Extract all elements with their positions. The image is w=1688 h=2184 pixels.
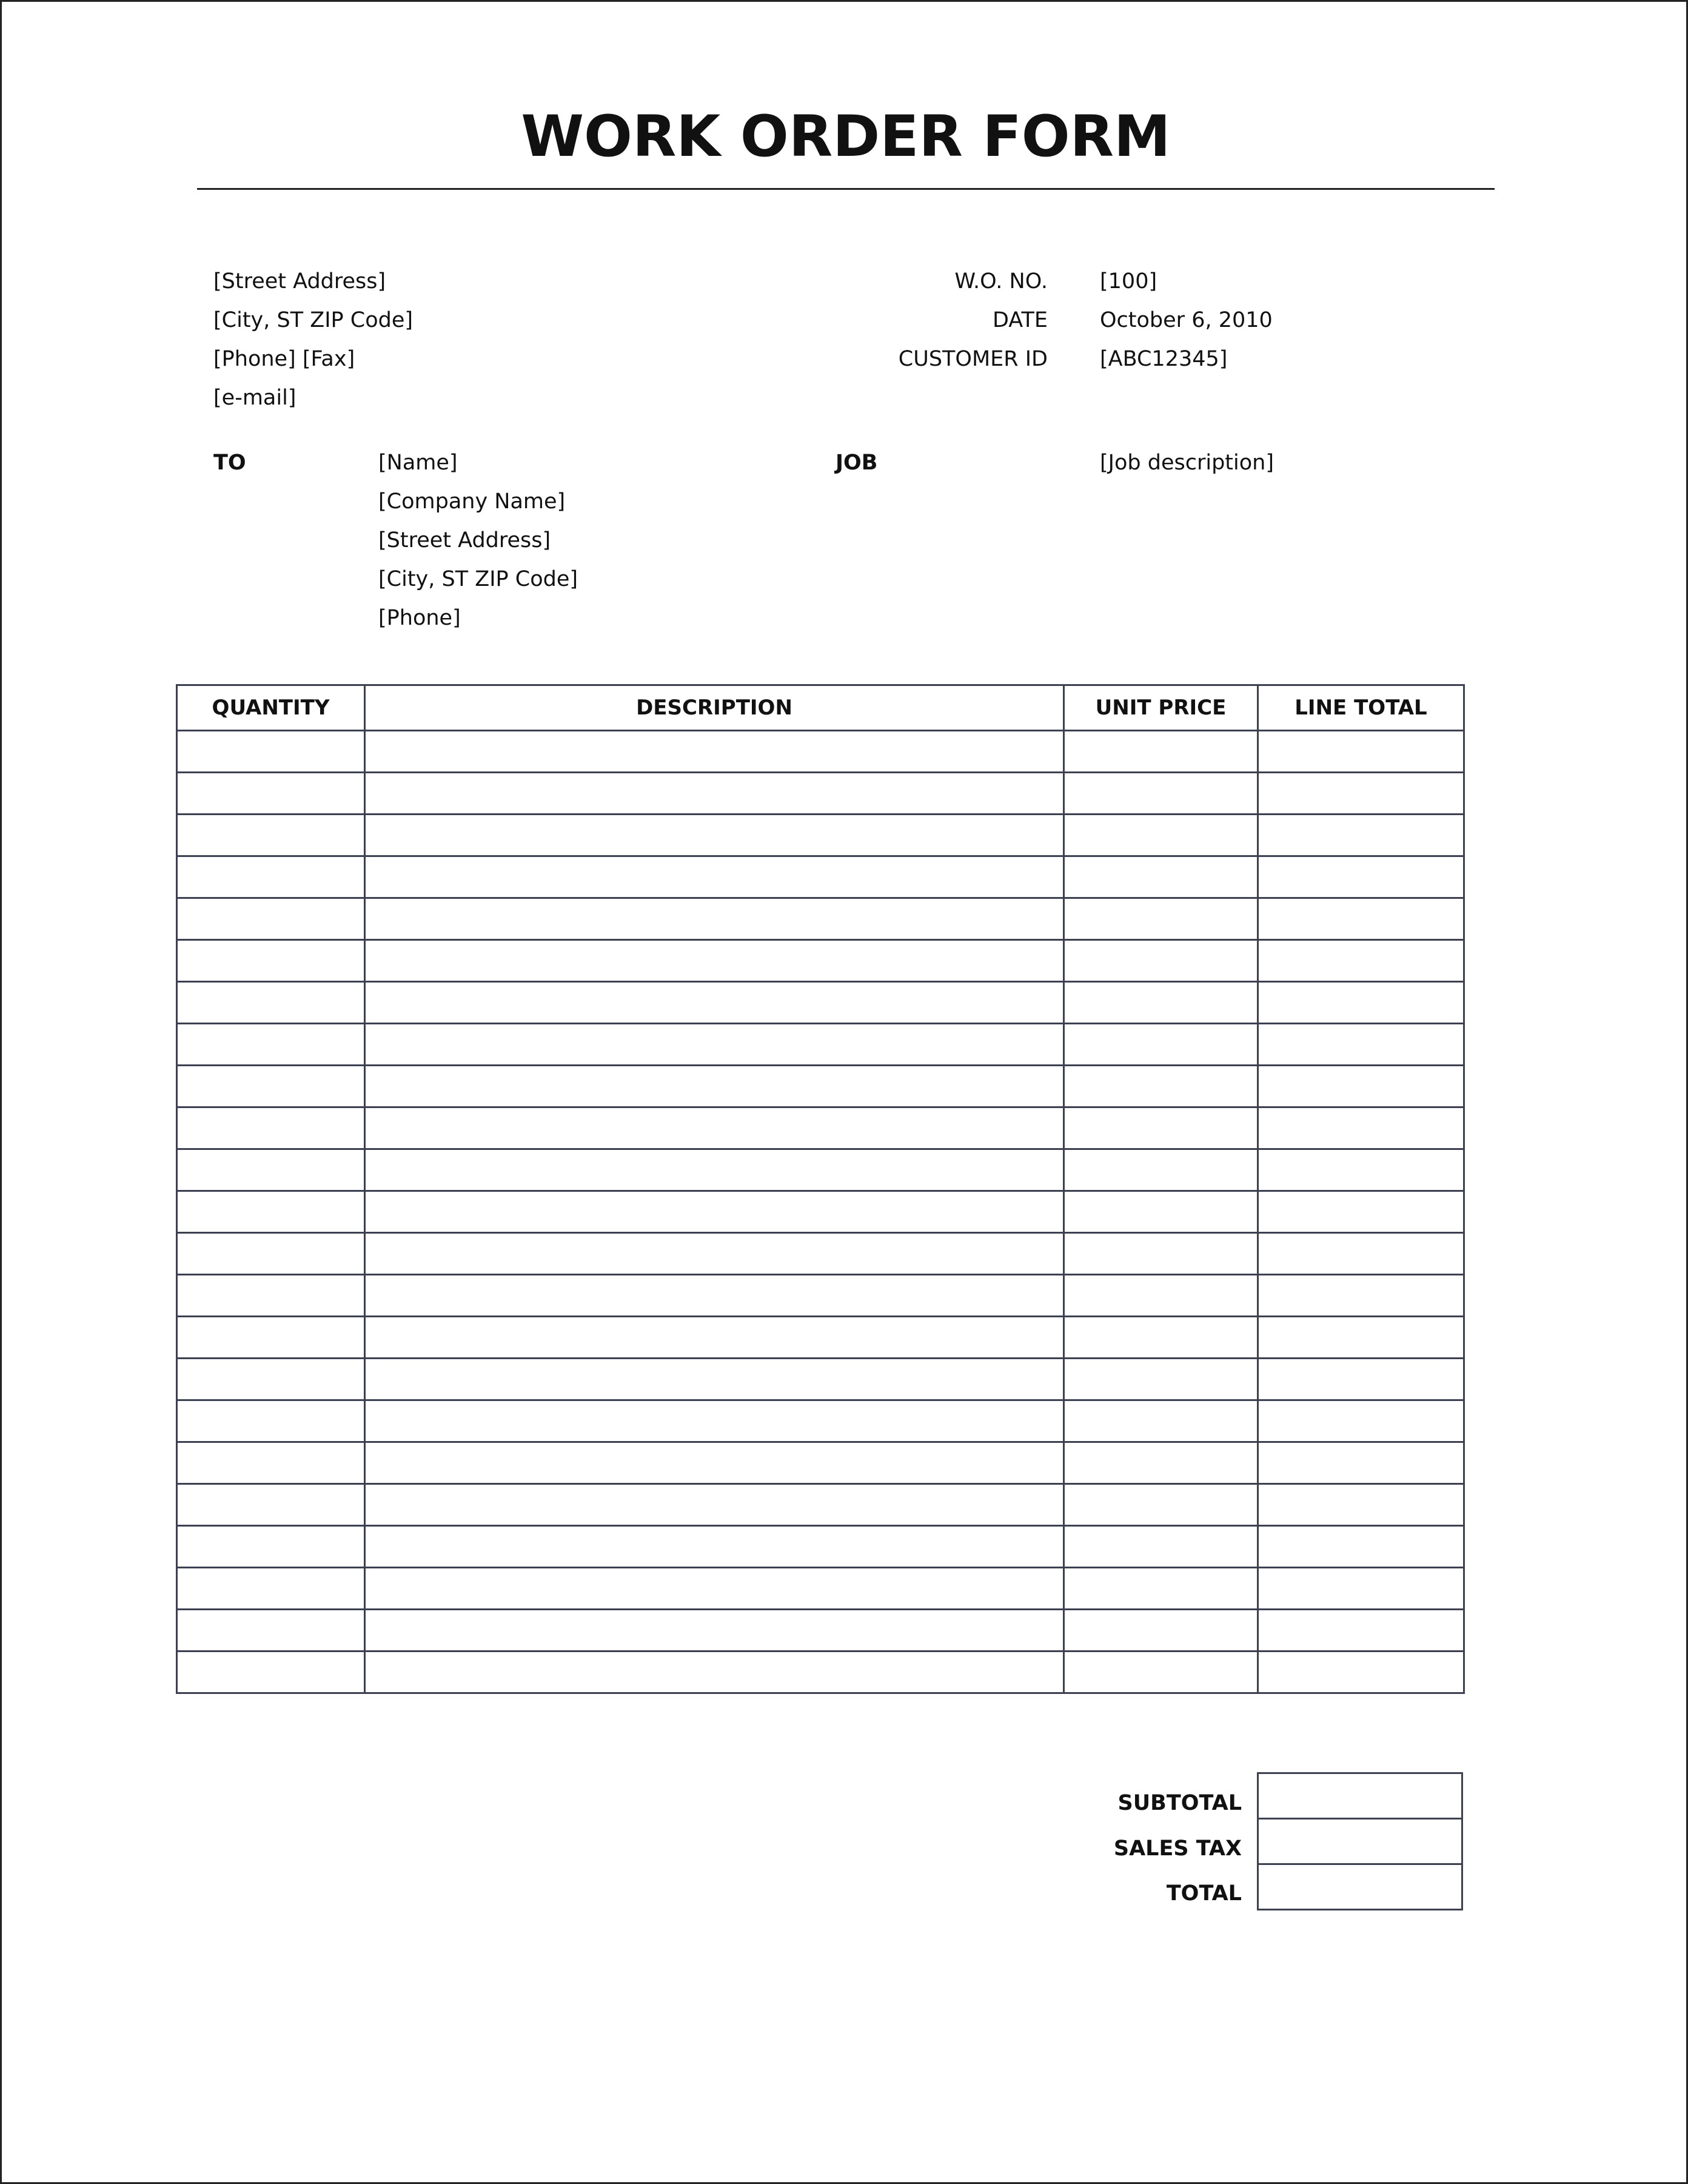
date-value: October 6, 2010 <box>1100 308 1273 332</box>
description-cell[interactable] <box>365 1400 1064 1442</box>
quantity-cell[interactable] <box>177 1610 365 1651</box>
description-cell[interactable] <box>365 1233 1064 1275</box>
description-cell[interactable] <box>365 1568 1064 1610</box>
quantity-cell[interactable] <box>177 982 365 1024</box>
table-row <box>177 1400 1464 1442</box>
quantity-cell[interactable] <box>177 1107 365 1149</box>
line-items-table <box>176 684 1465 1694</box>
unit-price-cell[interactable] <box>1064 982 1258 1024</box>
description-cell[interactable] <box>365 940 1064 982</box>
quantity-cell[interactable] <box>177 898 365 940</box>
table-row <box>177 940 1464 982</box>
sender-city: [City, ST ZIP Code] <box>213 308 414 332</box>
table-row <box>177 1651 1464 1693</box>
line-total-cell[interactable] <box>1258 1024 1464 1066</box>
description-cell[interactable] <box>365 1484 1064 1526</box>
header-quantity: QUANTITY <box>177 685 365 731</box>
line-total-cell[interactable] <box>1258 1526 1464 1568</box>
title-divider <box>197 188 1495 190</box>
description-cell[interactable] <box>365 898 1064 940</box>
table-header-row <box>177 685 1464 731</box>
to-street: [Street Address] <box>378 528 551 553</box>
line-total-cell[interactable] <box>1258 1442 1464 1484</box>
line-total-cell[interactable] <box>1258 1484 1464 1526</box>
table-row <box>177 982 1464 1024</box>
line-total-cell[interactable] <box>1258 1400 1464 1442</box>
quantity-cell[interactable] <box>177 1066 365 1107</box>
line-total-cell[interactable] <box>1258 773 1464 815</box>
unit-price-cell[interactable] <box>1064 898 1258 940</box>
table-row <box>177 1568 1464 1610</box>
to-company: [Company Name] <box>378 489 566 514</box>
quantity-cell[interactable] <box>177 1191 365 1233</box>
quantity-cell[interactable] <box>177 773 365 815</box>
sales-tax-cell[interactable] <box>1258 1819 1462 1864</box>
description-cell[interactable] <box>365 773 1064 815</box>
line-total-cell[interactable] <box>1258 1107 1464 1149</box>
table-row <box>177 1107 1464 1149</box>
description-cell[interactable] <box>365 1359 1064 1400</box>
line-total-cell[interactable] <box>1258 1317 1464 1359</box>
quantity-cell[interactable] <box>177 1442 365 1484</box>
table-row <box>177 856 1464 898</box>
line-total-cell[interactable] <box>1258 982 1464 1024</box>
header-description: DESCRIPTION <box>365 685 1064 731</box>
unit-price-cell[interactable] <box>1064 1275 1258 1317</box>
quantity-cell[interactable] <box>177 1359 365 1400</box>
total-label: TOTAL <box>1166 1881 1242 1906</box>
job-description: [Job description] <box>1100 451 1274 475</box>
description-cell[interactable] <box>365 1442 1064 1484</box>
table-row <box>177 1484 1464 1526</box>
description-cell[interactable] <box>365 1024 1064 1066</box>
total-cell[interactable] <box>1258 1864 1462 1910</box>
page-title: WORK ORDER FORM <box>521 104 1171 170</box>
unit-price-cell[interactable] <box>1064 1107 1258 1149</box>
line-total-cell[interactable] <box>1258 1191 1464 1233</box>
unit-price-cell[interactable] <box>1064 1066 1258 1107</box>
table-row <box>177 1359 1464 1400</box>
table-row <box>177 1066 1464 1107</box>
quantity-cell[interactable] <box>177 1526 365 1568</box>
quantity-cell[interactable] <box>177 1149 365 1191</box>
table-row <box>177 1317 1464 1359</box>
job-label: JOB <box>836 451 878 475</box>
description-cell[interactable] <box>365 1317 1064 1359</box>
sender-street: [Street Address] <box>213 269 386 294</box>
unit-price-cell[interactable] <box>1064 1442 1258 1484</box>
table-row <box>177 731 1464 773</box>
table-row <box>177 1149 1464 1191</box>
table-row <box>177 773 1464 815</box>
description-cell[interactable] <box>365 1651 1064 1693</box>
description-cell[interactable] <box>365 1107 1064 1149</box>
line-total-cell[interactable] <box>1258 1066 1464 1107</box>
unit-price-cell[interactable] <box>1064 1317 1258 1359</box>
quantity-cell[interactable] <box>177 1484 365 1526</box>
quantity-cell[interactable] <box>177 1317 365 1359</box>
unit-price-cell[interactable] <box>1064 1651 1258 1693</box>
description-cell[interactable] <box>365 1066 1064 1107</box>
line-total-cell[interactable] <box>1258 898 1464 940</box>
quantity-cell[interactable] <box>177 856 365 898</box>
unit-price-cell[interactable] <box>1064 731 1258 773</box>
line-total-cell[interactable] <box>1258 1275 1464 1317</box>
customer-id-value: [ABC12345] <box>1100 347 1228 371</box>
unit-price-cell[interactable] <box>1064 856 1258 898</box>
unit-price-cell[interactable] <box>1064 773 1258 815</box>
unit-price-cell[interactable] <box>1064 1359 1258 1400</box>
header-unit-price: UNIT PRICE <box>1064 685 1258 731</box>
unit-price-cell[interactable] <box>1064 1610 1258 1651</box>
line-total-cell[interactable] <box>1258 940 1464 982</box>
line-total-cell[interactable] <box>1258 856 1464 898</box>
description-cell[interactable] <box>365 856 1064 898</box>
quantity-cell[interactable] <box>177 731 365 773</box>
totals-table <box>1257 1772 1463 1910</box>
description-cell[interactable] <box>365 1191 1064 1233</box>
unit-price-cell[interactable] <box>1064 940 1258 982</box>
description-cell[interactable] <box>365 1610 1064 1651</box>
sender-email: [e-mail] <box>213 386 296 410</box>
unit-price-cell[interactable] <box>1064 1191 1258 1233</box>
quantity-cell[interactable] <box>177 1400 365 1442</box>
subtotal-cell[interactable] <box>1258 1773 1462 1819</box>
table-row <box>177 1233 1464 1275</box>
table-row <box>177 1526 1464 1568</box>
description-cell[interactable] <box>365 982 1064 1024</box>
description-cell[interactable] <box>365 1275 1064 1317</box>
unit-price-cell[interactable] <box>1064 1526 1258 1568</box>
description-cell[interactable] <box>365 815 1064 856</box>
to-label: TO <box>213 451 246 475</box>
line-total-cell[interactable] <box>1258 815 1464 856</box>
unit-price-cell[interactable] <box>1064 1400 1258 1442</box>
line-total-cell[interactable] <box>1258 1233 1464 1275</box>
line-total-cell[interactable] <box>1258 1610 1464 1651</box>
line-total-cell[interactable] <box>1258 1359 1464 1400</box>
date-label: DATE <box>992 308 1048 332</box>
line-total-cell[interactable] <box>1258 1651 1464 1693</box>
description-cell[interactable] <box>365 731 1064 773</box>
subtotal-label: SUBTOTAL <box>1117 1791 1242 1815</box>
table-row <box>177 1442 1464 1484</box>
wo-number-label: W.O. NO. <box>954 269 1048 294</box>
quantity-cell[interactable] <box>177 1275 365 1317</box>
line-total-cell[interactable] <box>1258 1568 1464 1610</box>
table-row <box>177 1024 1464 1066</box>
header-line-total: LINE TOTAL <box>1258 685 1464 731</box>
quantity-cell[interactable] <box>177 940 365 982</box>
quantity-cell[interactable] <box>177 1568 365 1610</box>
table-row <box>177 815 1464 856</box>
quantity-cell[interactable] <box>177 1651 365 1693</box>
sender-phone-fax: [Phone] [Fax] <box>213 347 355 371</box>
quantity-cell[interactable] <box>177 1233 365 1275</box>
quantity-cell[interactable] <box>177 815 365 856</box>
unit-price-cell[interactable] <box>1064 1484 1258 1526</box>
line-total-cell[interactable] <box>1258 731 1464 773</box>
to-name: [Name] <box>378 451 458 475</box>
customer-id-label: CUSTOMER ID <box>898 347 1048 371</box>
unit-price-cell[interactable] <box>1064 1233 1258 1275</box>
line-total-cell[interactable] <box>1258 1149 1464 1191</box>
sales-tax-label: SALES TAX <box>1113 1836 1242 1861</box>
to-phone: [Phone] <box>378 606 461 630</box>
description-cell[interactable] <box>365 1149 1064 1191</box>
description-cell[interactable] <box>365 1526 1064 1568</box>
unit-price-cell[interactable] <box>1064 1149 1258 1191</box>
quantity-cell[interactable] <box>177 1024 365 1066</box>
to-city: [City, ST ZIP Code] <box>378 567 578 591</box>
table-row <box>177 1610 1464 1651</box>
table-row <box>177 1191 1464 1233</box>
table-body <box>177 731 1464 1693</box>
unit-price-cell[interactable] <box>1064 1024 1258 1066</box>
wo-number-value: [100] <box>1100 269 1157 294</box>
unit-price-cell[interactable] <box>1064 1568 1258 1610</box>
unit-price-cell[interactable] <box>1064 815 1258 856</box>
table-row <box>177 898 1464 940</box>
table-row <box>177 1275 1464 1317</box>
